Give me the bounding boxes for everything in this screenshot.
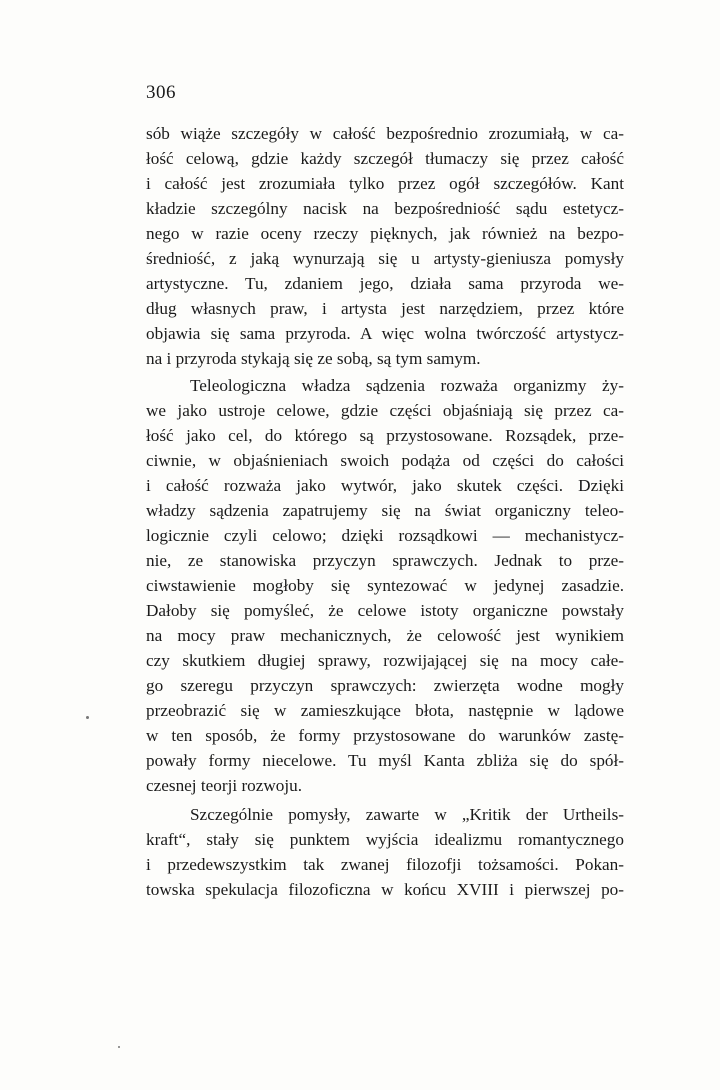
text-line: kładzie szczególny nacisk na bezpośredniość sądu estetycz-	[146, 199, 624, 218]
text-line: objawia się sama przyroda. A więc wolna twórczość artystycz-	[146, 324, 624, 343]
text-line: ciwstawienie mogłoby się syntezować w jedynej zasadzie.	[146, 576, 624, 595]
text-line: Dałoby się pomyśleć, że celowe istoty organiczne powstały	[146, 601, 624, 620]
text-line: średniość, z jaką wynurzają się u artysty-gieniusza pomysły	[146, 249, 624, 268]
page-number: 306	[146, 82, 176, 103]
text-line: kraft“, stały się punktem wyjścia idealizmu romantycznego	[146, 830, 624, 849]
paper-speck	[118, 1046, 120, 1048]
paper-speck	[86, 716, 89, 719]
text-line: łość celową, gdzie każdy szczegół tłumaczy się przez całość	[146, 149, 624, 168]
text-line: dług własnych praw, i artysta jest narzędziem, przez które	[146, 299, 624, 318]
text-line: nie, ze stanowiska przyczyn sprawczych. Jednak to prze-	[146, 551, 624, 570]
text-line: Teleologiczna władza sądzenia rozważa organizmy ży-	[190, 376, 624, 395]
text-line: łość jako cel, do którego są przystosowane. Rozsądek, prze-	[146, 426, 624, 445]
text-line: władzy sądzenia zapatrujemy się na świat organiczny teleo-	[146, 501, 624, 520]
text-line: w ten sposób, że formy przystosowane do warunków zastę-	[146, 726, 624, 745]
text-line: i całość jest zrozumiała tylko przez ogół szczegółów. Kant	[146, 174, 624, 193]
text-line: ciwnie, w objaśnieniach swoich podąża od części do całości	[146, 451, 624, 470]
text-line: sób wiąże szczegóły w całość bezpośrednio zrozumiałą, w ca-	[146, 124, 624, 143]
text-line: go szeregu przyczyn sprawczych: zwierzęta wodne mogły	[146, 676, 624, 695]
text-line: na i przyroda stykają się ze sobą, są tym samym.	[146, 349, 481, 368]
text-line: czesnej teorji rozwoju.	[146, 776, 303, 795]
text-line: czy skutkiem długiej sprawy, rozwijającej się na mocy całe-	[146, 651, 624, 670]
text-line: i całość rozważa jako wytwór, jako skutek części. Dzięki	[146, 476, 624, 495]
text-line: towska spekulacja filozoficzna w końcu XVIII i pierwszej po-	[146, 880, 624, 899]
text-line: powały formy niecelowe. Tu myśl Kanta zbliża się do spół-	[146, 751, 624, 770]
text-line: logicznie czyli celowo; dzięki rozsądkowi — mechanistycz-	[146, 526, 624, 545]
text-line: Szczególnie pomysły, zawarte w „Kritik der Urtheils-	[190, 805, 624, 824]
text-line: przeobrazić się w zamieszkujące błota, następnie w lądowe	[146, 701, 624, 720]
text-line: nego w razie oceny rzeczy pięknych, jak również na bezpo-	[146, 224, 624, 243]
text-line: na mocy praw mechanicznych, że celowość jest wynikiem	[146, 626, 624, 645]
text-line: i przedewszystkim tak zwanej filozofji tożsamości. Pokan-	[146, 855, 624, 874]
text-line: artystyczne. Tu, zdaniem jego, działa sama przyroda we-	[146, 274, 624, 293]
text-line: we jako ustroje celowe, gdzie części objaśniają się przez ca-	[146, 401, 624, 420]
